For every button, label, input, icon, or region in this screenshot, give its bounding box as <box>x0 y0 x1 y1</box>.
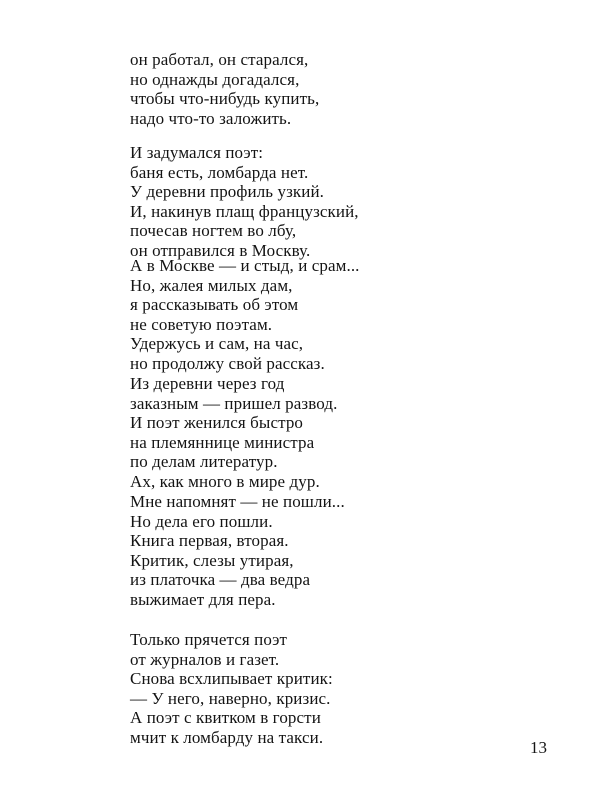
poem-line: И поэт женился быстро <box>130 413 304 433</box>
poem-line: Удержусь и сам, на час, <box>130 334 304 354</box>
poem-line: заказным — пришел развод. <box>130 393 338 413</box>
poem-line: Только прячется поэт <box>130 630 288 649</box>
poem-line: от журналов и газет. <box>130 649 280 669</box>
poem-line: Снова всхлипывает критик: <box>130 669 333 689</box>
poem-line: У деревни профиль узкий. <box>130 182 325 202</box>
poem-line: Но дела его пошли. <box>130 511 273 531</box>
poem-line: чтобы что-нибудь купить, <box>130 89 320 109</box>
poem-line: Мне напомнят — не пошли... <box>130 492 345 511</box>
poem-line: Книга первая, вторая. <box>130 531 289 551</box>
stanza-4 <box>130 374 337 492</box>
stanza-2 <box>130 143 359 261</box>
stanza-1 <box>130 50 319 128</box>
poem-line: мчит к ломбарду на такси. <box>130 727 324 747</box>
poem-line: почесав ногтем во лбу, <box>130 221 297 241</box>
poem-line: баня есть, ломбарда нет. <box>130 162 309 182</box>
poem-line: я рассказывать об этом <box>130 295 299 315</box>
poem-line: по делам литератур. <box>130 452 278 472</box>
page-number: 13 <box>530 738 547 757</box>
poem-line: он работал, он старался, <box>130 50 309 69</box>
poem-line: — У него, наверно, кризис. <box>130 688 331 708</box>
poem-line: Из деревни через год <box>130 374 285 393</box>
stanza-6 <box>130 630 333 748</box>
poem-line: но продолжу свой рассказ. <box>130 353 325 373</box>
poem-line: И, накинув плащ французский, <box>130 201 359 221</box>
poem-line: из платочка — два ведра <box>130 570 311 590</box>
stanza-5 <box>130 492 345 610</box>
poem-line: И задумался поэт: <box>130 143 264 162</box>
poem-line: но однажды догадался, <box>130 69 300 89</box>
poem-line: выжимает для пера. <box>130 589 276 609</box>
poem-line: не советую поэтам. <box>130 314 273 334</box>
poem-line: надо что-то заложить. <box>130 108 292 128</box>
poem-line: А поэт с квитком в горсти <box>130 708 321 728</box>
stanza-3 <box>130 256 360 374</box>
poem-line: он отправился в Москву. <box>130 240 311 260</box>
poem-line: А в Москве — и стыд, и срам... <box>130 256 360 275</box>
poem-line: Критик, слезы утирая, <box>130 550 294 570</box>
poem-line: на племяннице министра <box>130 432 315 452</box>
poem-line: Ах, как много в мире дур. <box>130 471 320 491</box>
poem-line: Но, жалея милых дам, <box>130 275 293 295</box>
